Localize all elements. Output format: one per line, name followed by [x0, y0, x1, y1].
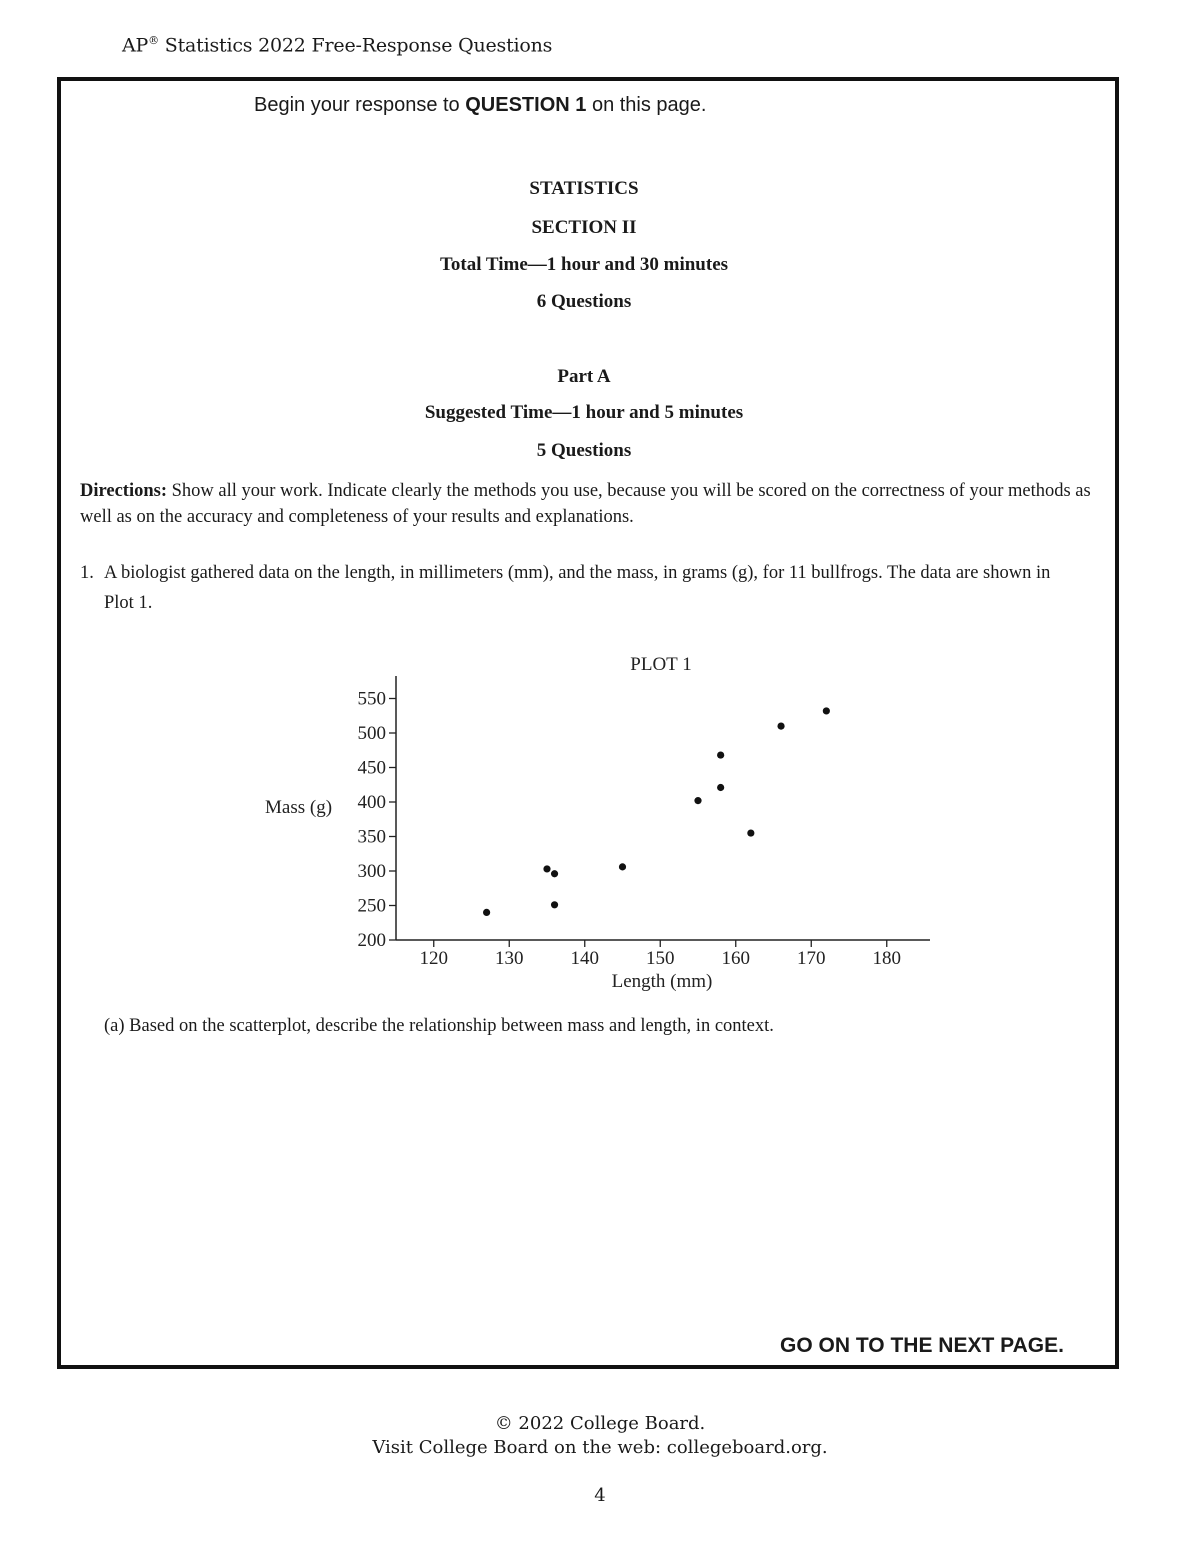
section-label: SECTION II — [531, 217, 637, 238]
y-tick-label: 500 — [357, 723, 386, 744]
begin-suffix: on this page. — [586, 94, 707, 116]
chart-title: PLOT 1 — [630, 654, 692, 675]
total-questions: 6 Questions — [536, 291, 632, 312]
data-point — [483, 909, 490, 916]
data-point — [551, 901, 558, 908]
running-header — [122, 34, 552, 56]
directions-label: Directions: — [80, 481, 167, 501]
part-a-label: Part A — [557, 366, 611, 387]
y-tick-label: 450 — [357, 757, 386, 779]
question-1 — [80, 558, 1070, 618]
y-axis-label: Mass (g) — [265, 797, 333, 818]
data-point — [717, 784, 724, 791]
data-point — [777, 723, 784, 730]
x-tick-label: 140 — [570, 948, 599, 969]
directions — [80, 478, 1100, 530]
footer-visit: Visit College Board on the web: collegeboard.org. — [372, 1437, 828, 1458]
go-on-notice: GO ON TO THE NEXT PAGE. — [780, 1334, 1064, 1357]
data-point — [717, 751, 724, 758]
suggested-time: Suggested Time—1 hour and 5 minutes — [424, 402, 744, 423]
x-tick-label: 180 — [872, 948, 901, 969]
directions-text: Show all your work. Indicate clearly the methods you use, because you will be scored on the correctness of your methods as well as on the accuracy and completeness of your results and explanations. — [80, 481, 1091, 527]
x-tick-label: 130 — [495, 948, 524, 969]
y-tick-label: 400 — [357, 792, 386, 813]
question-stem: A biologist gathered data on the length, in millimeters (mm), and the mass, in grams (g), for 11 bullfrogs. The data are shown in Plot 1. — [104, 563, 1051, 613]
data-point — [823, 707, 830, 714]
header-brand: AP — [122, 34, 149, 57]
scatterplot — [240, 640, 1000, 1000]
data-point — [619, 863, 626, 870]
x-axis-label: Length (mm) — [611, 971, 713, 992]
data-point — [747, 829, 754, 836]
total-time: Total Time—1 hour and 30 minutes — [439, 254, 729, 275]
y-tick-label: 200 — [357, 930, 386, 951]
x-tick-label: 160 — [721, 948, 750, 969]
y-tick-label: 250 — [357, 895, 386, 917]
data-point — [694, 797, 701, 804]
section-subject: STATISTICS — [529, 178, 639, 199]
question-number: 1. — [80, 563, 94, 583]
x-tick-label: 170 — [797, 948, 826, 969]
part-a-questions: 5 Questions — [536, 440, 632, 461]
registered-mark: ® — [148, 34, 159, 47]
y-tick-label: 350 — [357, 826, 386, 848]
page-number: 4 — [594, 1485, 606, 1506]
data-point — [543, 865, 550, 872]
data-point — [551, 870, 558, 877]
begin-instruction — [254, 94, 706, 117]
footer-copyright: © 2022 College Board. — [494, 1413, 706, 1434]
header-title: Statistics 2022 Free-Response Questions — [158, 34, 553, 57]
y-tick-label: 300 — [357, 861, 386, 882]
y-tick-label: 550 — [357, 688, 386, 710]
begin-prefix: Begin your response to — [254, 94, 466, 116]
begin-question-label: QUESTION 1 — [465, 94, 587, 116]
x-tick-label: 150 — [646, 948, 675, 969]
x-tick-label: 120 — [419, 948, 448, 969]
question-part-a: (a) Based on the scatterplot, describe the relationship between mass and length, in context. — [104, 1016, 774, 1036]
